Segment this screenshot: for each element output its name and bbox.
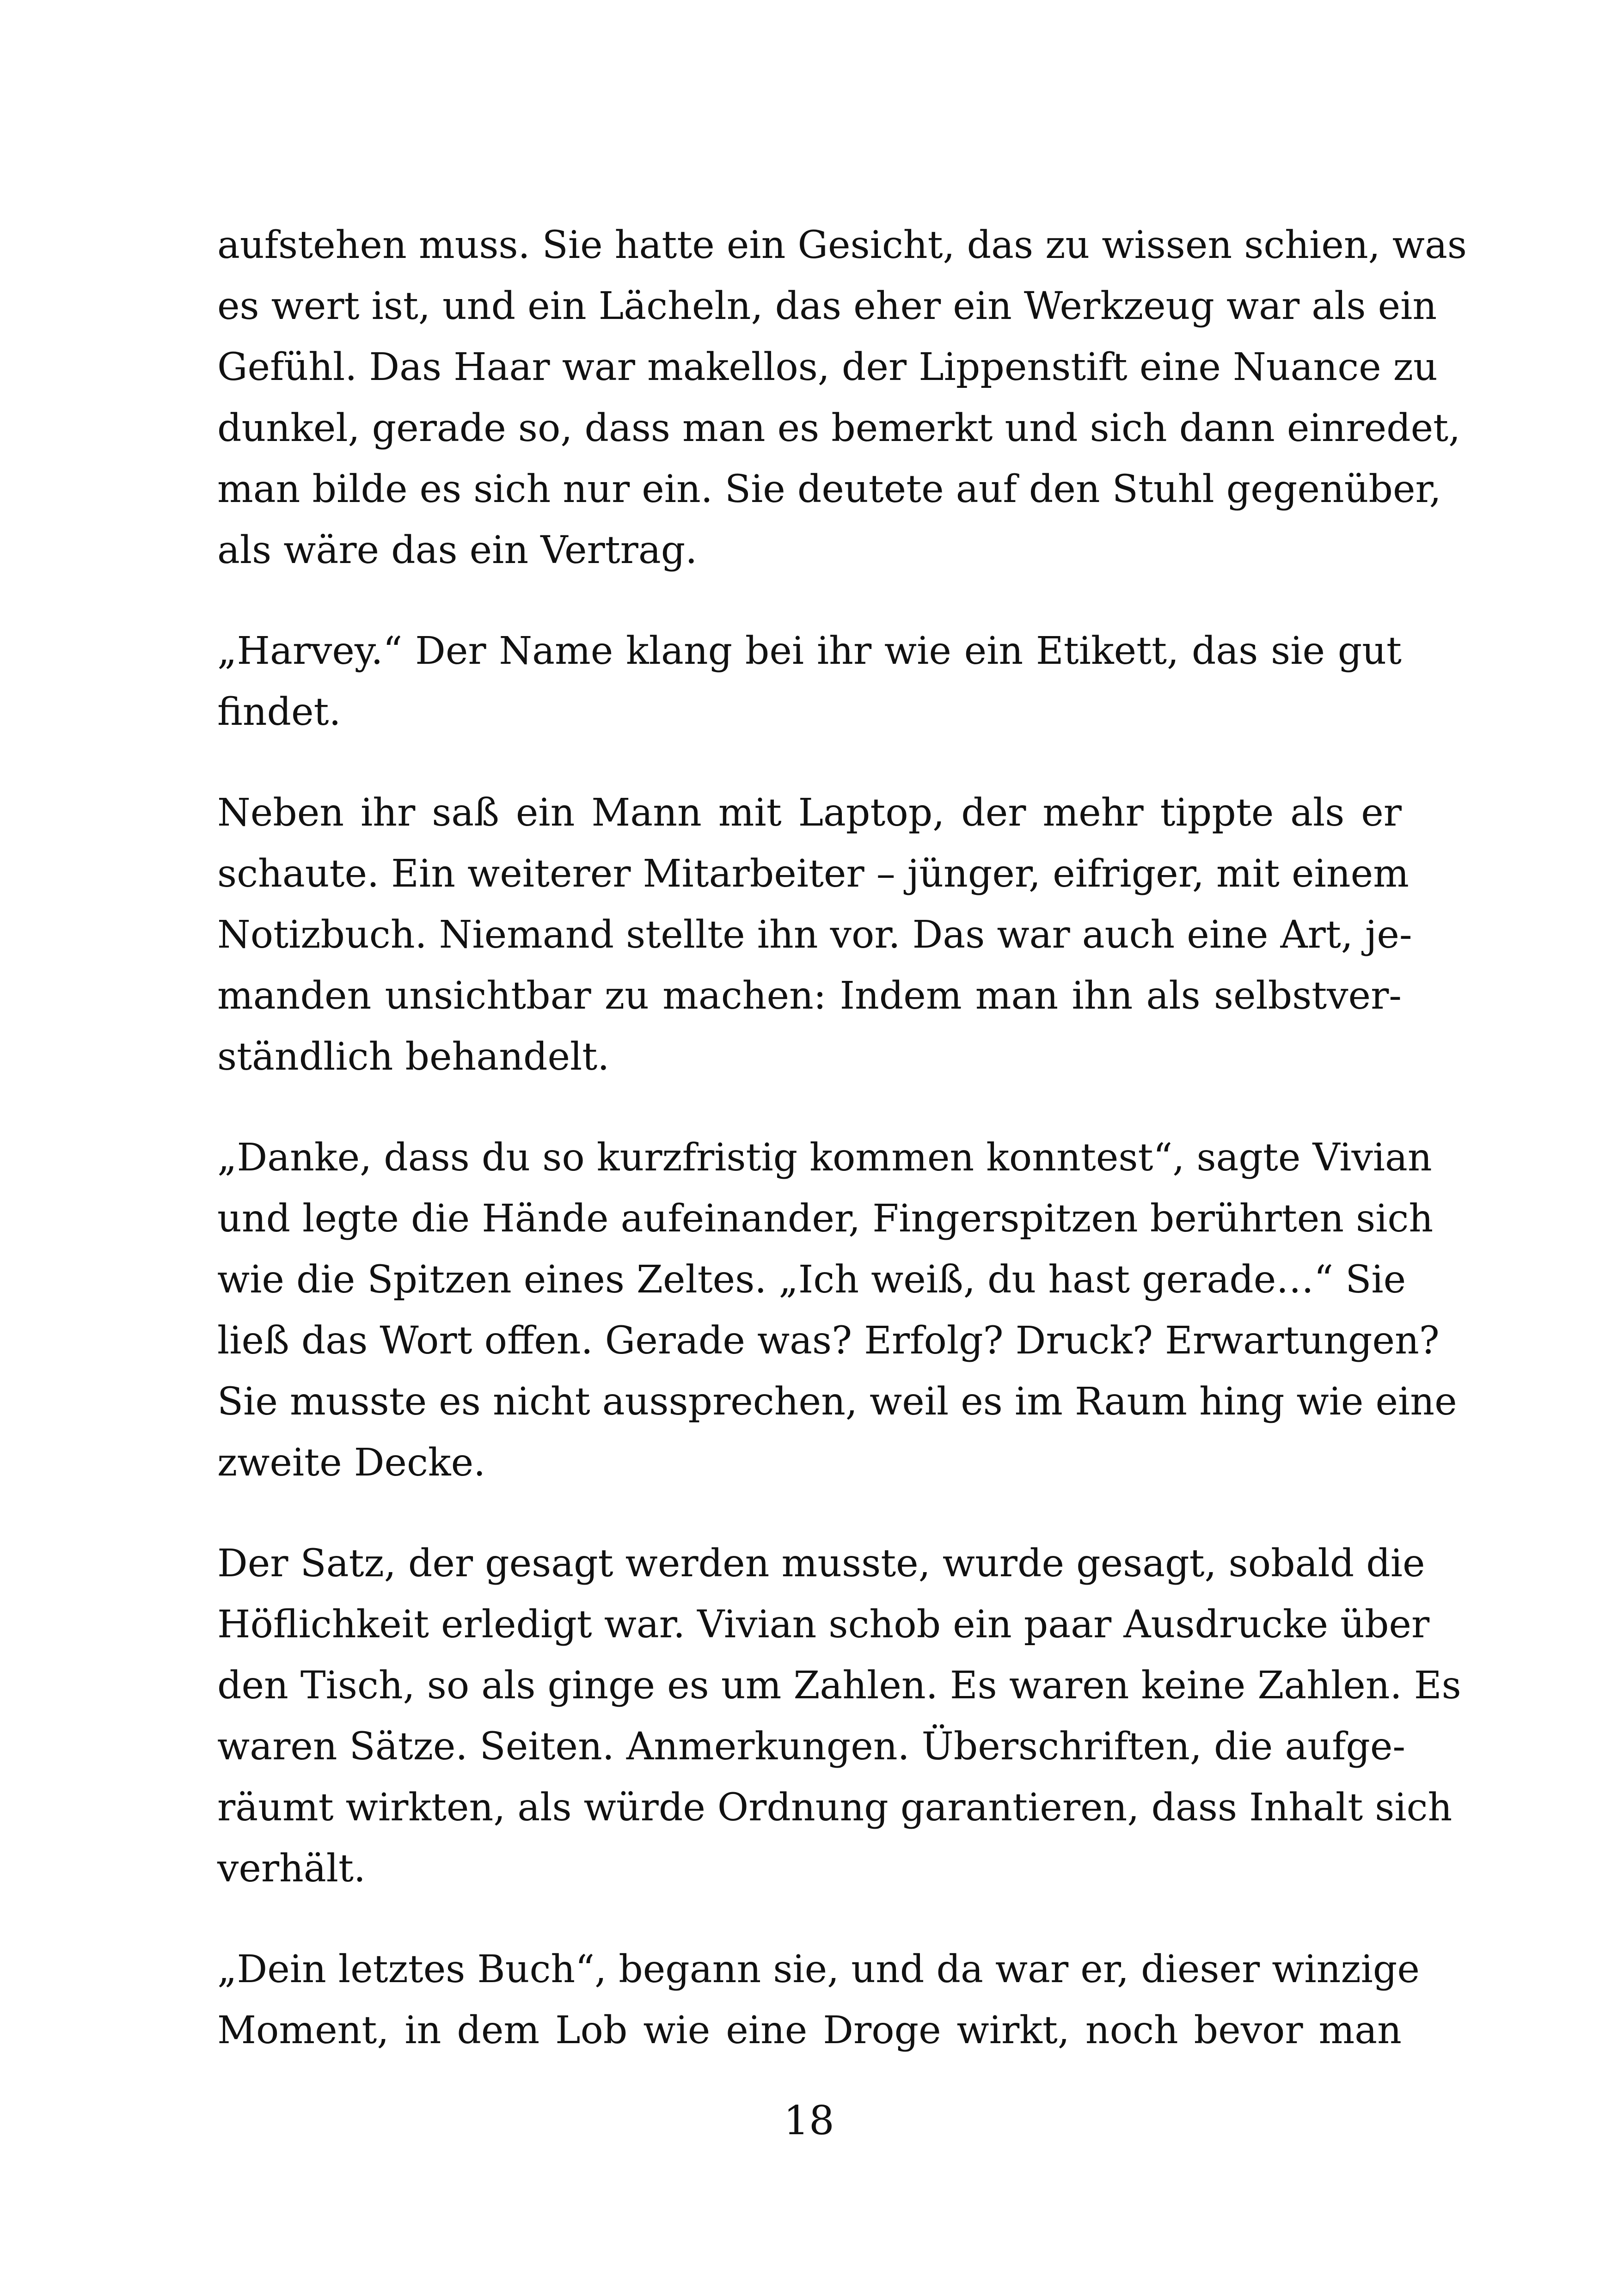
- text-line: schaute. Ein weiterer Mitarbeiter – jünger, eifriger, mit einem: [217, 852, 1409, 896]
- paragraph-6: [217, 1939, 1420, 2061]
- text-line: es wert ist, und ein Lächeln, das eher ein Werkzeug war als ein: [217, 284, 1437, 328]
- text-line: Notizbuch. Niemand stellte ihn vor. Das war auch eine Art, je-: [217, 913, 1412, 957]
- body-text: [217, 215, 1467, 2061]
- text-line: ließ das Wort offen. Gerade was? Erfolg? Druck? Erwartungen?: [217, 1319, 1440, 1363]
- paragraph-spacing: [217, 1494, 1402, 1533]
- text-line: wie die Spitzen eines Zeltes. „Ich weiß, du hast gerade…“ Sie: [217, 1258, 1406, 1302]
- text-line: und legte die Hände aufeinander, Fingerspitzen berührten sich: [217, 1197, 1434, 1241]
- text-line: räumt wirkten, als würde Ordnung garantieren, dass Inhalt sich: [217, 1786, 1453, 1830]
- paragraph-spacing: [217, 1899, 1402, 1939]
- paragraph-5: [217, 1533, 1461, 1899]
- paragraph-spacing: [217, 581, 1402, 621]
- paragraph-spacing: [217, 1088, 1402, 1127]
- text-line: „Dein letztes Buch“, begann sie, und da war er, dieser winzige: [217, 1947, 1420, 1991]
- text-line: findet.: [217, 690, 341, 734]
- text-line: Der Satz, der gesagt werden musste, wurde gesagt, sobald die: [217, 1542, 1425, 1586]
- paragraph-2: [217, 621, 1402, 743]
- text-line: man bilde es sich nur ein. Sie deutete auf den Stuhl gegenüber,: [217, 467, 1441, 511]
- paragraph-spacing: [217, 743, 1402, 783]
- text-line: ständlich behandelt.: [217, 1035, 610, 1079]
- paragraph-1: [217, 215, 1467, 581]
- text-line: Neben ihr saß ein Mann mit Laptop, der mehr tippte als er: [217, 791, 1402, 835]
- text-line: dunkel, gerade so, dass man es bemerkt und sich dann einredet,: [217, 406, 1461, 450]
- text-line: „Danke, dass du so kurzfristig kommen konntest“, sagte Vivian: [217, 1136, 1432, 1180]
- paragraph-3: [217, 783, 1412, 1088]
- text-line: manden unsichtbar zu machen: Indem man ihn als selbstver-: [217, 974, 1402, 1018]
- text-line: Höflichkeit erledigt war. Vivian schob ein paar Ausdrucke über: [217, 1603, 1430, 1647]
- text-line: waren Sätze. Seiten. Anmerkungen. Überschriften, die aufge-: [217, 1725, 1406, 1769]
- text-line: „Harvey.“ Der Name klang bei ihr wie ein Etikett, das sie gut: [217, 629, 1402, 673]
- text-line: als wäre das ein Vertrag.: [217, 528, 698, 572]
- text-line: verhält.: [217, 1847, 366, 1891]
- text-line: Sie musste es nicht aussprechen, weil es im Raum hing wie eine: [217, 1380, 1457, 1424]
- text-line: Gefühl. Das Haar war makellos, der Lippenstift eine Nuance zu: [217, 345, 1438, 389]
- text-line: zweite Decke.: [217, 1441, 486, 1485]
- text-line: aufstehen muss. Sie hatte ein Gesicht, das zu wissen schien, was: [217, 223, 1467, 267]
- text-line: den Tisch, so als ginge es um Zahlen. Es waren keine Zahlen. Es: [217, 1664, 1461, 1708]
- paragraph-4: [217, 1127, 1457, 1494]
- text-line: Moment, in dem Lob wie eine Droge wirkt, noch bevor man: [217, 2008, 1402, 2052]
- page-number: 18: [784, 2098, 834, 2144]
